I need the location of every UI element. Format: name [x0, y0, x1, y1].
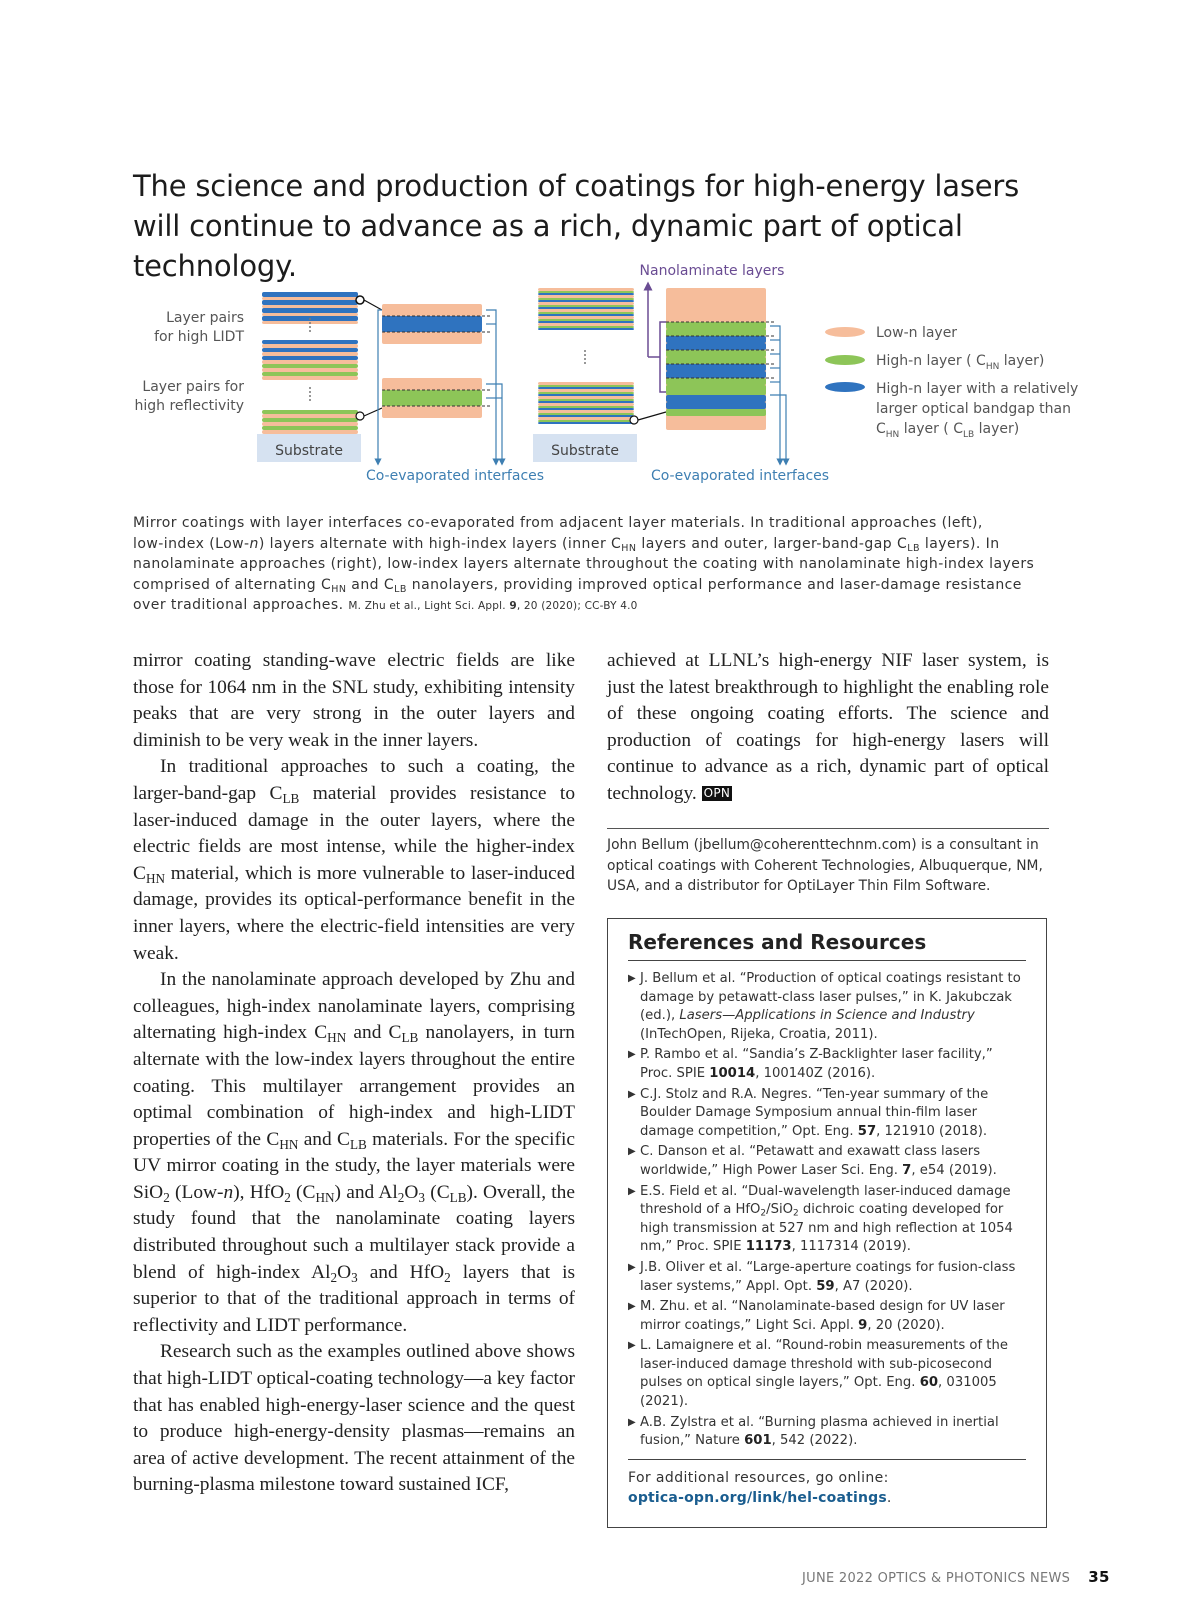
bullet-icon: ▶: [628, 1088, 636, 1100]
layer-band: [538, 288, 634, 291]
layer-band: [538, 300, 634, 302]
zoom-band: [666, 409, 766, 416]
layer-band: [538, 293, 634, 295]
interface-arrow: [770, 326, 780, 462]
substrate-left-label: Substrate: [275, 443, 343, 459]
layer-band: [538, 387, 634, 389]
layer-band: [538, 403, 634, 406]
layer-band: [538, 389, 634, 392]
zoom-band: [382, 304, 482, 316]
layer-band: [262, 356, 358, 360]
layer-band: [262, 300, 358, 305]
connector-line: [638, 412, 666, 420]
layer-band: [262, 414, 358, 418]
zoom-band: [666, 329, 766, 336]
folio-issue: JUNE 2022 OPTICS & PHOTONICS NEWS: [802, 1571, 1071, 1586]
left-layer-stack: [262, 292, 382, 434]
layer-band: [262, 340, 358, 344]
body-paragraph: Research such as the examples outlined above shows that high-LIDT optical-coating technology—a key factor that has enabled high-energy-laser science and the quest to produce high-energy-density plasmas—remains an area of active development. The recent attainment of the burning-plasma milestone toward sustained ICF,: [133, 1341, 575, 1496]
layer-band: [538, 420, 634, 422]
interface-arrow: [770, 395, 786, 462]
zoom-band: [666, 336, 766, 343]
label-pairs-refl-line1: Layer pairs for: [142, 379, 244, 395]
layer-band: [538, 302, 634, 305]
bullet-icon: ▶: [628, 1416, 636, 1428]
layer-band: [262, 348, 358, 352]
connector-dot: [356, 412, 364, 420]
layer-band: [538, 323, 634, 326]
layer-band: [538, 413, 634, 415]
references-box: [607, 918, 1047, 1528]
bullet-icon: ▶: [628, 973, 636, 984]
layer-band: [538, 314, 634, 316]
layer-band: [538, 319, 634, 321]
figure-credit: M. Zhu et al., Light Sci. Appl. 9, 20 (2020); CC-BY 4.0: [348, 600, 638, 612]
legend-swatch-high-n: [825, 355, 865, 365]
layer-band: [538, 406, 634, 408]
reference-item: ▶ C.J. Stolz and R.A. Negres. “Ten-year summary of the Boulder Damage Symposium annual thin-film laser damage competition,” Opt. Eng. 57, 121910 (2018).: [628, 1086, 989, 1139]
left-zoom-bottom: [382, 378, 502, 462]
body-column-right: [607, 648, 1049, 808]
layer-band: [538, 385, 634, 387]
layer-band: [262, 430, 358, 434]
layer-band: [262, 410, 358, 414]
layer-band: [538, 408, 634, 410]
bullet-icon: ▶: [628, 1261, 636, 1273]
resources-link[interactable]: optica-opn.org/link/hel-coatings: [628, 1490, 887, 1507]
zoom-band: [382, 316, 482, 332]
zoom-band: [382, 332, 482, 344]
reference-item: ▶ M. Zhu. et al. “Nanolaminate-based design for UV laser mirror coatings,” Light Sci. Appl. 9, 20 (2020).: [628, 1299, 1005, 1333]
zoom-band: [666, 395, 766, 402]
layer-band: [538, 415, 634, 417]
label-pairs-lidt-line2: for high LIDT: [154, 329, 244, 345]
zoom-band: [666, 402, 766, 409]
layer-band: [538, 295, 634, 298]
connector-line: [364, 300, 382, 310]
layer-band: [538, 309, 634, 312]
references-title: References and Resources: [628, 929, 1026, 961]
layer-band: [538, 401, 634, 403]
label-pairs-lidt-line1: Layer pairs: [166, 310, 244, 326]
zoom-band: [666, 371, 766, 378]
zoom-band: [666, 378, 766, 385]
bullet-icon: ▶: [628, 1185, 636, 1197]
layer-band: [538, 305, 634, 307]
legend-swatch-high-n-wide: [825, 382, 865, 392]
zoom-band: [666, 364, 766, 371]
layer-band: [538, 316, 634, 319]
reference-item: ▶ J.B. Oliver et al. “Large-aperture coatings for fusion-class laser systems,” Appl. Opt. 59, A7 (2020).: [628, 1259, 1016, 1294]
layer-band: [538, 298, 634, 300]
layer-band: [262, 305, 358, 308]
nanolaminate-bracket: [660, 322, 666, 392]
layer-band: [538, 326, 634, 328]
right-layer-stack: [538, 288, 666, 424]
zoom-band: [666, 322, 766, 329]
layer-band: [538, 396, 634, 399]
layer-band: [262, 368, 358, 372]
layer-band: [262, 344, 358, 348]
author-bio: John Bellum (jbellum@coherenttechnm.com) is a consultant in optical coatings with Coherent Technologies, Albuquerque, NM, USA, and a distributor for OptiLayer Thin Film Software.: [607, 828, 1049, 897]
bullet-icon: ▶: [628, 1340, 636, 1352]
layer-band: [262, 360, 358, 364]
layer-band: [538, 394, 634, 396]
layer-band: [538, 307, 634, 309]
references-footer: For additional resources, go online: optica-opn.org/link/hel-coatings.: [628, 1459, 1026, 1509]
layer-band: [538, 382, 634, 385]
body-paragraph: mirror coating standing-wave electric fields are like those for 1064 nm in the SNL study, exhibiting intensity peaks that are very strong in the outer layers and diminish to be very weak in the inner layers.: [133, 650, 575, 751]
references-list: [628, 970, 1026, 1451]
layer-band: [538, 312, 634, 314]
layer-band: [262, 426, 358, 430]
layer-band: [538, 410, 634, 413]
body-paragraph: In traditional approaches to such a coating, the larger-band-gap $C_{LB}$ material provides resistance to laser-induced damage in the outer layers, where the electric fields are most intense, while the higher-index $C_{HN}$ material, which is more vulnerable to laser-induced damage, provides its optical-performance benefit in the inner layers, where the electric-field intensities are very weak.: [133, 756, 576, 964]
coevap-left-label: Co-evaporated interfaces: [365, 468, 545, 484]
page-number: 35: [1088, 1568, 1110, 1586]
coevap-right-label: Co-evaporated interfaces: [650, 468, 830, 484]
connector-dot: [630, 416, 638, 424]
body-paragraph: achieved at LLNL’s high-energy NIF laser system, is just the latest breakthrough to highlight the enabling role of these ongoing coating efforts. The science and production of coatings for high-energy lasers will continue to advance as a rich, dynamic part of optical technology. OPN: [607, 650, 1049, 804]
legend-high-n-wide-line3: $C_{HN}$ layer ( $C_{LB}$ layer): [876, 421, 1020, 440]
layer-band: [262, 372, 358, 376]
body-column-left: [133, 648, 575, 1499]
pull-quote: The science and production of coatings for high-energy lasers will continue to advance as a rich, dynamic part of optical technology.: [133, 169, 1020, 283]
reference-item: ▶ E.S. Field et al. “Dual-wavelength laser-induced damage threshold of a HfO$_2$/SiO$_2$ dichroic coating developed for high transmission at 527 nm and high reflection at 1054 nm,” Proc. SPIE 11173, 1117314 (2019).: [628, 1183, 1013, 1255]
layer-band: [262, 376, 358, 380]
legend: [825, 325, 1078, 440]
legend-low-n: Low-n layer: [876, 325, 958, 341]
reference-item: ▶ J. Bellum et al. “Production of optical coatings resistant to damage by petawatt-class laser pulses,” in K. Jakubczak (ed.), Lasers—Applications in Science and Industry (InTechOpen, Rijeka, Croatia, 2011).: [628, 971, 1021, 1042]
zoom-band: [382, 406, 482, 418]
interface-arrow: [486, 310, 496, 462]
layer-band: [538, 399, 634, 401]
zoom-band: [666, 357, 766, 364]
nanolaminate-label: Nanolaminate layers: [639, 263, 785, 279]
layer-band: [262, 364, 358, 368]
layer-band: [262, 313, 358, 316]
figure-caption: Mirror coatings with layer interfaces co-evaporated from adjacent layer materials. In traditional approaches (left), low-index (Low-n) layers alternate with high-index layers (inner $C_{HN}$ layers and outer, larger-band-gap $C_{LB}$ layers). In nanolaminate approaches (right), low-index layers alternate throughout the coating with nanolaminate high-index layers comprised of alternating $C_{HN}$ and $C_{LB}$ nanolayers, providing improved optical performance and laser-damage resistance over traditional approaches. M. Zhu et al., Light Sci. Appl. 9, 20 (2020); CC-BY 4.0: [133, 515, 1035, 613]
substrate-right-label: Substrate: [551, 443, 619, 459]
legend-high-n: High-n layer ( $C_{HN}$ layer): [876, 353, 1045, 372]
zoom-band: [382, 378, 482, 390]
zoom-band: [666, 388, 766, 395]
right-zoom-nanolaminate: [648, 286, 786, 462]
layer-band: [538, 321, 634, 323]
layer-band: [262, 292, 358, 297]
layer-band: [262, 297, 358, 300]
bullet-icon: ▶: [628, 1301, 636, 1313]
figure-nanolaminate-diagram: [120, 262, 1120, 502]
layer-band: [262, 418, 358, 422]
zoom-band: [666, 343, 766, 350]
legend-swatch-low-n: [825, 327, 865, 337]
connector-dot: [356, 296, 364, 304]
body-paragraph: In the nanolaminate approach developed by Zhu and colleagues, high-index nanolaminate layers, comprising alternating high-index $C_{HN}$ and $C_{LB}$ nanolayers, in turn alternate with the low-index layers throughout the entire coating. This multilayer arrangement provides an optimal combination of high-index and high-LIDT properties of the $C_{HN}$ and $C_{LB}$ materials. For the specific UV mirror coating in the study, the layer materials were SiO$_2$ (Low-n), HfO$_2$ $(C_{HN})$ and $Al_2O_3$ $(C_{LB})$. Overall, the study found that the nanolaminate coating layers distributed throughout such a multilayer stack provide a blend of high-index $Al_2O_3$ and HfO$_2$ layers that is superior to that of the traditional approach in terms of reflectivity and LIDT performance.: [133, 969, 576, 1336]
layer-band: [262, 422, 358, 426]
bullet-icon: ▶: [628, 1049, 636, 1061]
layer-band: [262, 308, 358, 313]
layer-band: [538, 392, 634, 394]
zoom-band: [666, 350, 766, 357]
reference-item: ▶ C. Danson et al. “Petawatt and exawatt class lasers worldwide,” High Power Laser Sci. Eng. 7, e54 (2019).: [628, 1144, 997, 1178]
layer-band: [538, 417, 634, 420]
layer-band: [538, 422, 634, 424]
layer-band: [262, 352, 358, 356]
layer-band: [538, 328, 634, 330]
label-pairs-refl-line2: high reflectivity: [134, 398, 244, 414]
page-folio: [802, 1568, 1124, 1586]
bullet-icon: ▶: [628, 1146, 636, 1158]
reference-item: ▶ L. Lamaignere et al. “Round-robin measurements of the laser-induced damage threshold with sub-picosecond pulses on optical single layers,” Opt. Eng. 60, 031005 (2021).: [628, 1338, 1008, 1410]
layer-band: [538, 291, 634, 293]
opn-end-mark: OPN: [703, 785, 731, 800]
reference-item: ▶ P. Rambo et al. “Sandia’s Z-Backlighter laser facility,” Proc. SPIE 10014, 100140Z (2016).: [628, 1047, 993, 1081]
connector-line: [364, 408, 382, 416]
legend-high-n-wide-line2: larger optical bandgap than: [876, 401, 1071, 417]
legend-high-n-wide-line1: High-n layer with a relatively: [876, 381, 1079, 397]
zoom-band: [382, 390, 482, 406]
interface-arrow: [486, 384, 502, 462]
reference-item: ▶ A.B. Zylstra et al. “Burning plasma achieved in inertial fusion,” Nature 601, 542 (2022).: [628, 1414, 999, 1449]
interface-arrow: [378, 310, 382, 462]
